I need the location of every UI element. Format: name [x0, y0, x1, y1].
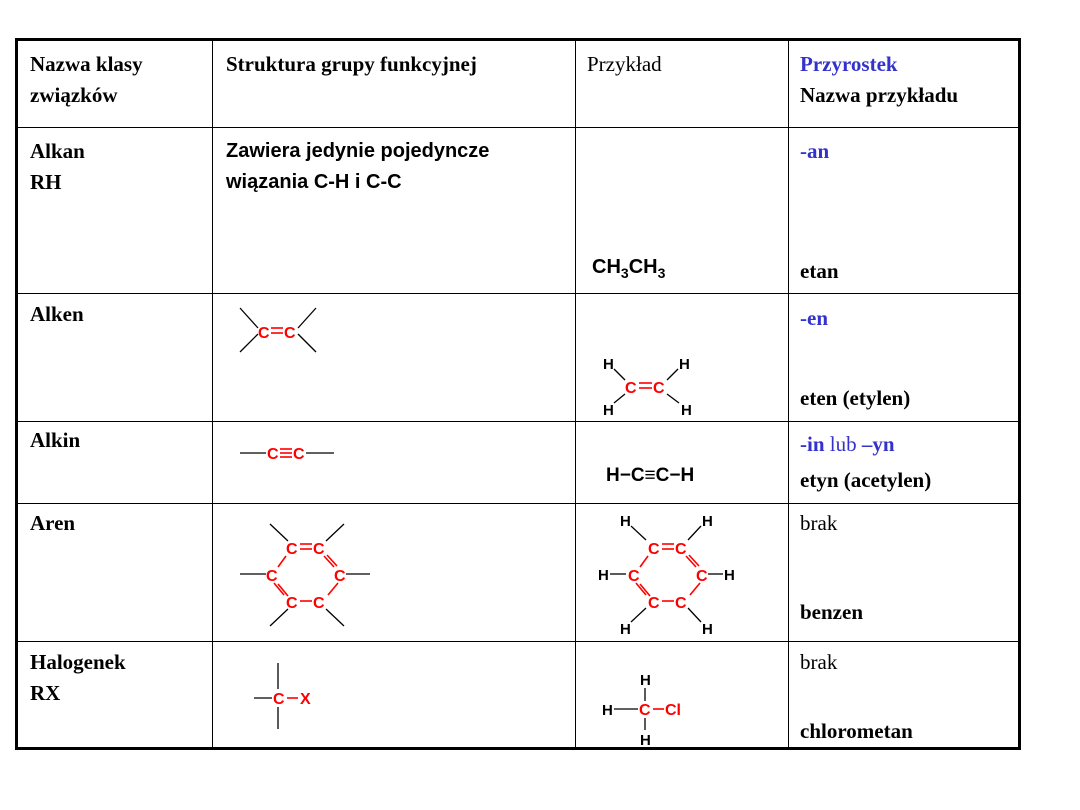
svg-text:C: C	[313, 541, 325, 558]
class-aren: Aren	[30, 511, 76, 535]
svg-text:H: H	[620, 621, 631, 638]
svg-text:C: C	[675, 541, 687, 558]
ethyne-example: H−C≡C−H	[606, 465, 695, 486]
suffix-alkin: -in lub –yn	[800, 432, 895, 456]
class-alkan: Alkan RH	[30, 139, 85, 194]
name-alkin: etyn (acetylen)	[800, 468, 932, 492]
svg-text:C: C	[696, 568, 708, 585]
haloalkane-structure	[254, 663, 344, 733]
header-example: Przykład	[587, 52, 662, 76]
svg-text:C: C	[284, 325, 296, 342]
svg-text:H: H	[702, 621, 713, 638]
suffix-alken: -en	[800, 306, 828, 330]
svg-text:C: C	[313, 595, 325, 612]
svg-text:C: C	[258, 325, 270, 342]
svg-text:H: H	[603, 356, 614, 373]
functional-groups-table	[15, 38, 1021, 750]
header-suffix-name: Przyrostek Nazwa przykładu	[800, 52, 959, 107]
svg-text:C: C	[267, 446, 279, 463]
svg-text:H: H	[702, 513, 713, 530]
svg-text:H: H	[679, 356, 690, 373]
svg-text:C: C	[648, 595, 660, 612]
row-divider	[18, 127, 1018, 128]
class-halogenek: Halogenek RX	[30, 650, 126, 705]
structure-alkan-text: Zawiera jedynie pojedyncze wiązania C-H i C-C	[226, 140, 490, 193]
svg-text:H: H	[724, 567, 735, 584]
svg-text:H: H	[602, 702, 613, 719]
row-divider	[18, 641, 1018, 642]
chloromethane-example	[602, 663, 712, 753]
svg-text:C: C	[266, 568, 278, 585]
svg-text:C: C	[639, 702, 651, 719]
alkene-structure	[238, 306, 338, 366]
ethene-example	[603, 351, 713, 421]
svg-text:H: H	[620, 513, 631, 530]
row-divider	[18, 421, 1018, 422]
class-alken: Alken	[30, 302, 84, 326]
suffix-alkan: -an	[800, 139, 830, 163]
suffix-aren: brak	[800, 511, 838, 535]
svg-text:C: C	[648, 541, 660, 558]
svg-text:H: H	[598, 567, 609, 584]
arene-structure	[240, 519, 380, 639]
name-alkan: etan	[800, 259, 839, 283]
svg-text:H: H	[681, 402, 692, 419]
svg-text:C: C	[273, 691, 285, 708]
svg-text:H: H	[640, 672, 651, 689]
header-class-name: Nazwa klasy związków	[30, 52, 143, 107]
svg-text:C: C	[675, 595, 687, 612]
svg-text:H: H	[603, 402, 614, 419]
suffix-halogenek: brak	[800, 650, 838, 674]
name-aren: benzen	[800, 600, 863, 624]
class-alkin: Alkin	[30, 428, 81, 452]
name-alken: eten (etylen)	[800, 386, 911, 410]
svg-text:H: H	[640, 732, 651, 749]
example-ethane-formula: $CH_3CH_3$	[592, 256, 666, 281]
svg-text:C: C	[653, 380, 665, 397]
name-halogenek: chlorometan	[800, 719, 913, 743]
header-structure: Struktura grupy funkcyjnej	[226, 52, 477, 76]
row-divider	[18, 293, 1018, 294]
alkyne-structure	[240, 441, 350, 471]
svg-text:C: C	[625, 380, 637, 397]
svg-text:C: C	[286, 595, 298, 612]
svg-text:Cl: Cl	[665, 702, 681, 719]
row-divider	[18, 503, 1018, 504]
svg-text:C: C	[286, 541, 298, 558]
svg-text:C: C	[334, 568, 346, 585]
benzene-example	[598, 508, 748, 638]
svg-text:C: C	[628, 568, 640, 585]
svg-text:C: C	[293, 446, 305, 463]
svg-text:X: X	[300, 691, 311, 708]
